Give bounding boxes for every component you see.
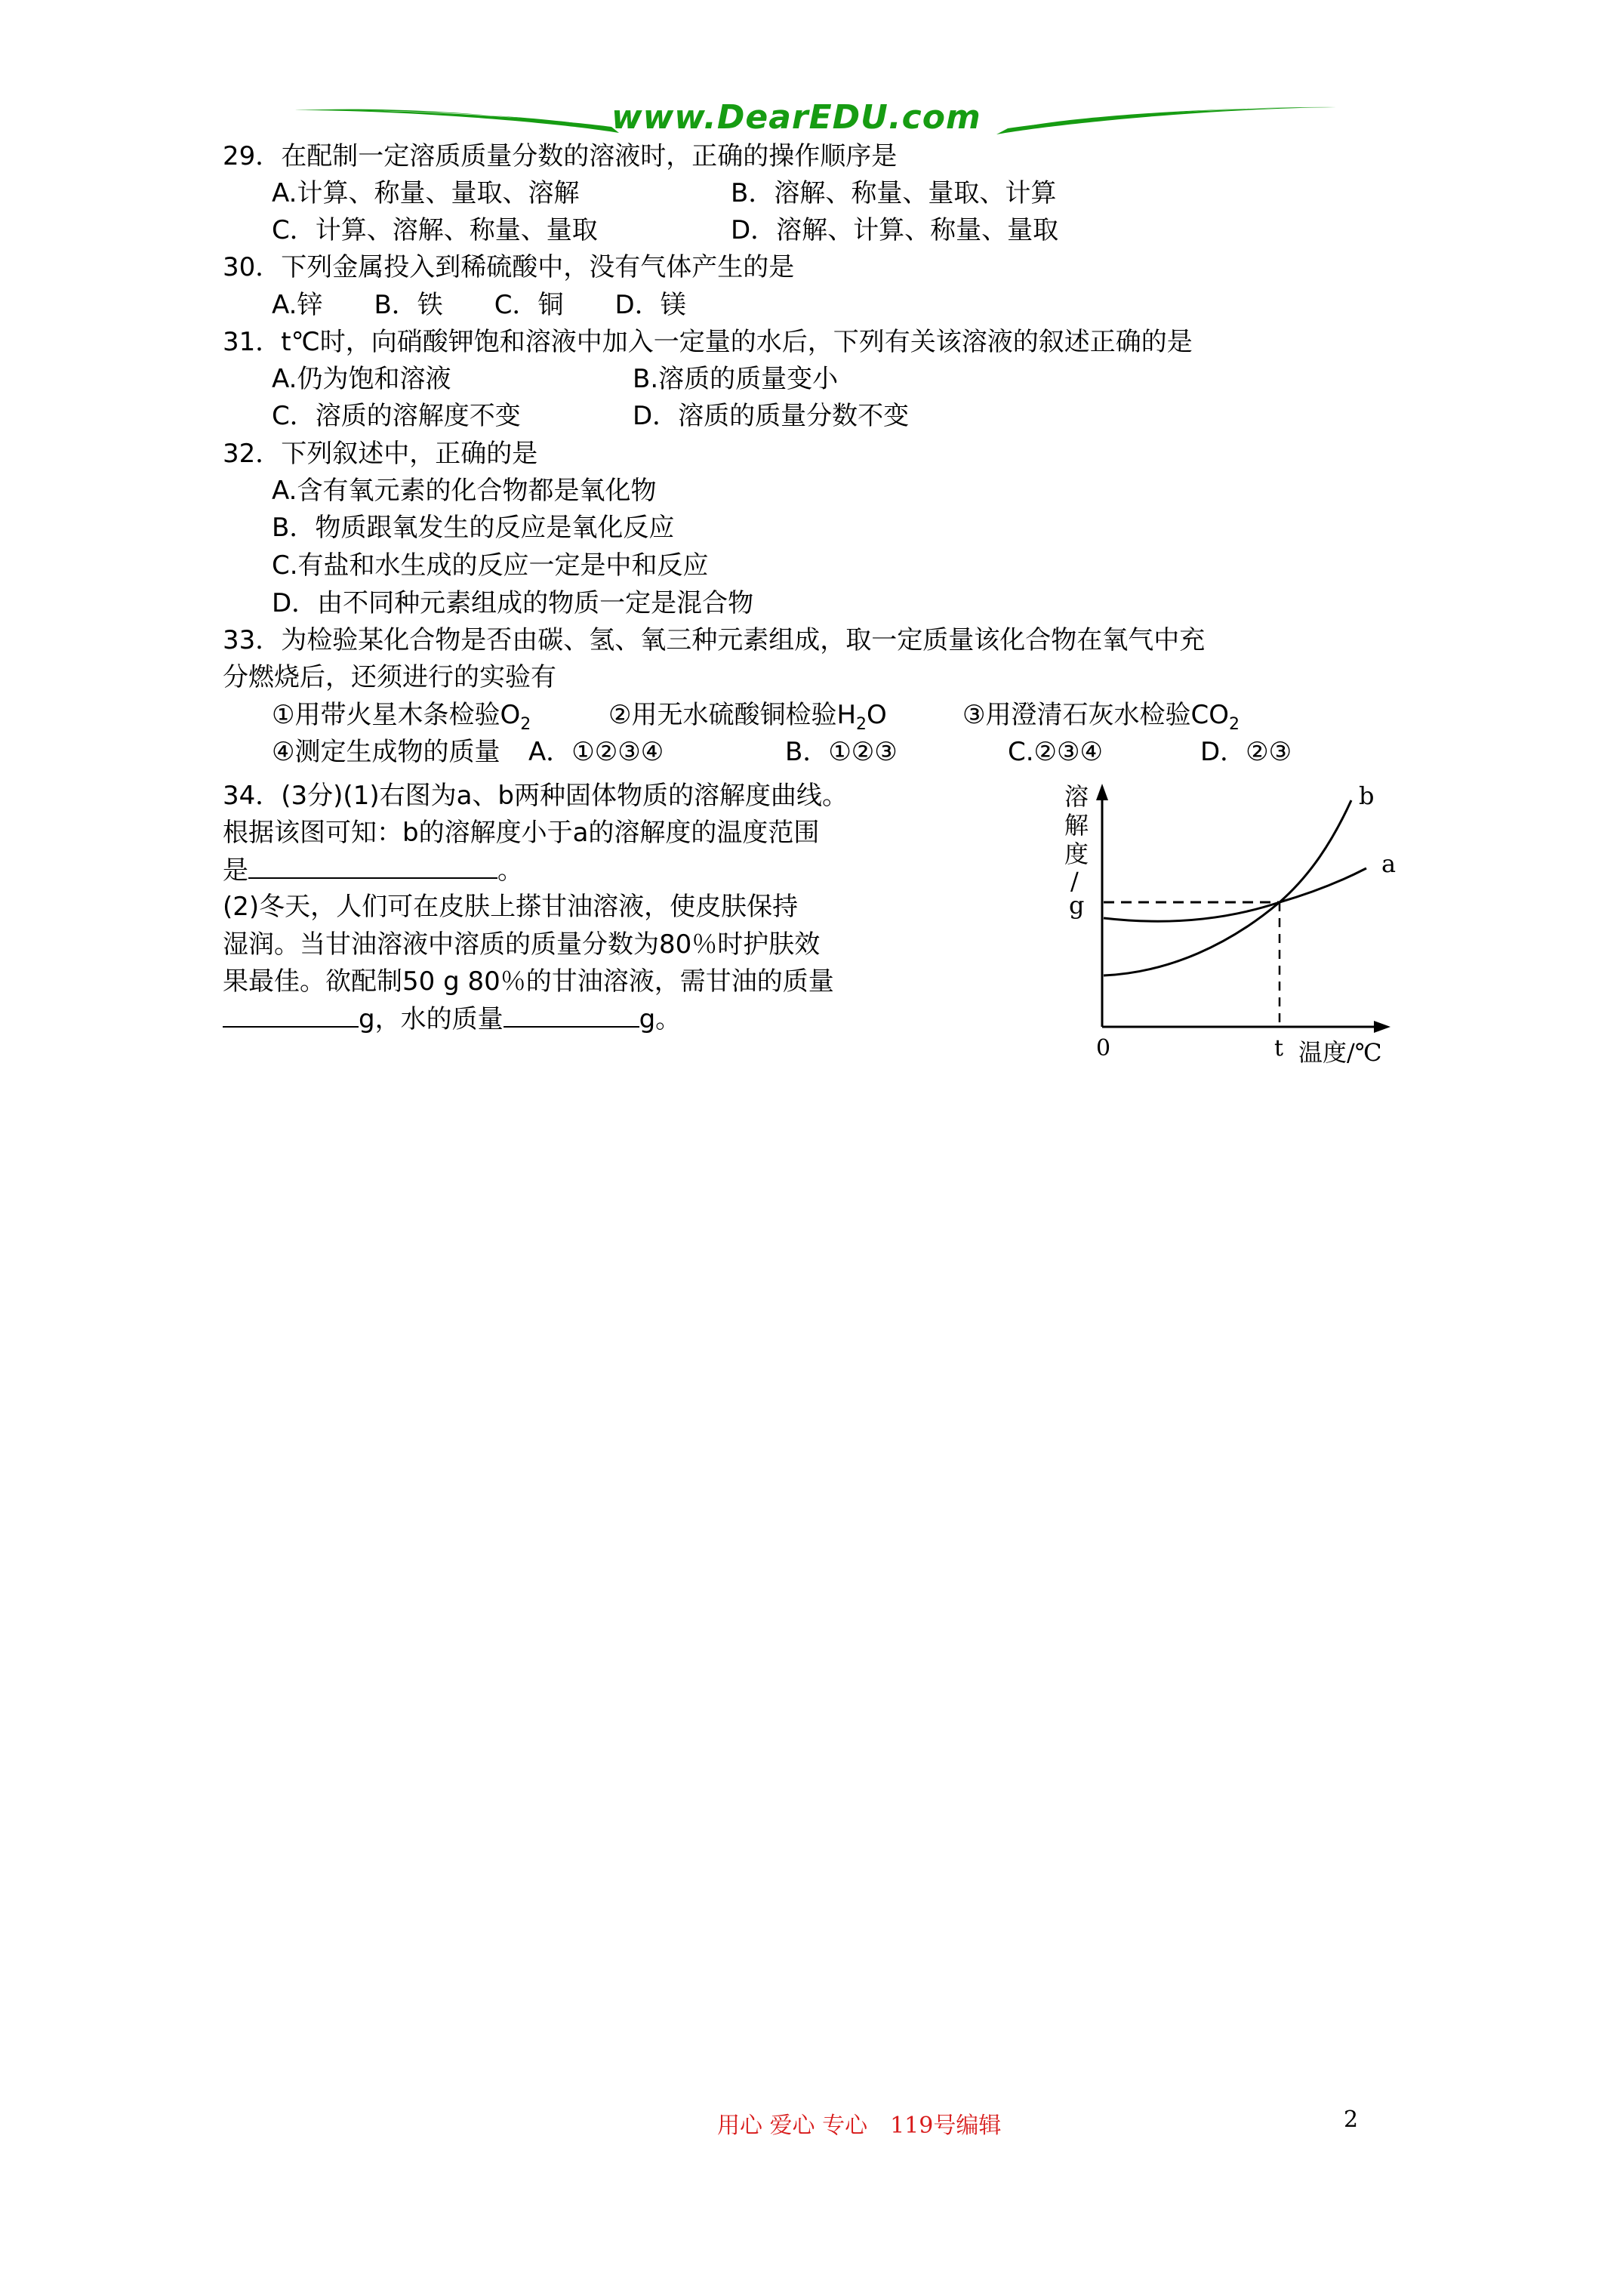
q32-option-b: B．物质跟氧发生的反应是氧化反应 — [272, 513, 675, 543]
q32-option-d: D．由不同种元素组成的物质一定是混合物 — [272, 588, 754, 618]
q33-item-2: ②用无水硫酸铜检验$H_2O$ — [608, 700, 887, 734]
curve-a-label: a — [1381, 849, 1397, 878]
curve-a-line — [1104, 868, 1366, 921]
solubility-curve-figure — [1049, 770, 1442, 1072]
q33-option-b: B．①②③ — [785, 737, 898, 767]
answer-blank-3[interactable] — [504, 1000, 639, 1028]
q31-option-d: D．溶质的质量分数不变 — [633, 401, 910, 431]
q29-option-b: B．溶解、称量、量取、计算 — [731, 178, 1057, 208]
q34-line3: 是 。 — [223, 852, 523, 889]
q30-options: A.锌 B．铁 C．铜 D．镁 — [272, 290, 686, 320]
page-number: 2 — [1344, 2106, 1359, 2133]
answer-blank-2[interactable] — [223, 1000, 359, 1028]
q31-option-a: A.仍为饱和溶液 — [272, 364, 451, 394]
q34-line7: g，水的质量 g。 — [223, 1000, 681, 1037]
q34-line1: 34．(3分)(1)右图为a、b两种固体物质的溶解度曲线。 — [223, 781, 848, 811]
q29-option-c: C．计算、溶解、称量、量取 — [272, 215, 598, 245]
q30-stem: 30．下列金属投入到稀硫酸中，没有气体产生的是 — [223, 252, 795, 282]
x-axis-label: 温度/℃ — [1298, 1038, 1382, 1067]
x-axis-arrow — [1374, 1021, 1390, 1033]
q29-option-a: A.计算、称量、量取、溶解 — [272, 178, 580, 208]
q33-item-3: ③用澄清石灰水检验$CO_2$ — [962, 700, 1240, 734]
q31-option-b: B.溶质的质量变小 — [633, 364, 839, 394]
q29-option-d: D．溶解、计算、称量、量取 — [731, 215, 1059, 245]
q34-line6: 果最佳。欲配制50 g 80％的甘油溶液，需甘油的质量 — [223, 966, 834, 997]
q33-option-c: C.②③④ — [1008, 737, 1103, 767]
y-axis-label-5: g — [1069, 891, 1085, 920]
y-axis-label-4: / — [1070, 867, 1079, 895]
q32-option-a: A.含有氧元素的化合物都是氧化物 — [272, 476, 657, 506]
y-axis-label-2: 解 — [1064, 811, 1089, 840]
q33-stem-line1: 33．为检验某化合物是否由碳、氢、氧三种元素组成，取一定质量该化合物在氧气中充 — [223, 625, 1206, 655]
q33-option-a: A．①②③④ — [528, 737, 664, 767]
footer-text: 用心 爱心 专心 119号编辑 — [717, 2113, 1002, 2139]
y-axis-label-3: 度 — [1064, 840, 1089, 868]
answer-blank-1[interactable] — [248, 852, 497, 879]
y-axis-arrow — [1096, 784, 1108, 800]
curve-b-label: b — [1359, 781, 1375, 810]
q34-line5: 湿润。当甘油溶液中溶质的质量分数为80％时护肤效 — [223, 929, 821, 960]
q31-stem: 31．t℃时，向硝酸钾饱和溶液中加入一定量的水后，下列有关该溶液的叙述正确的是 — [223, 327, 1193, 357]
q34-line2: 根据该图可知：b的溶解度小于a的溶解度的温度范围 — [223, 818, 820, 848]
x-tick-label: t — [1274, 1035, 1284, 1062]
q29-stem: 29．在配制一定溶质质量分数的溶液时，正确的操作顺序是 — [223, 141, 898, 171]
q33-option-d: D．②③ — [1200, 737, 1292, 767]
q32-option-c: C.有盐和水生成的反应一定是中和反应 — [272, 550, 709, 581]
site-logo-text: www.DearEDU.com — [611, 98, 981, 137]
q33-item-4: ④测定生成物的质量 — [272, 737, 500, 767]
y-axis-label-1: 溶 — [1064, 782, 1089, 811]
origin-label: 0 — [1096, 1035, 1111, 1062]
q31-option-c: C．溶质的溶解度不变 — [272, 401, 521, 431]
q33-item-1: ①用带火星木条检验$O_2$ — [272, 700, 531, 734]
q32-stem: 32．下列叙述中，正确的是 — [223, 439, 538, 469]
q34-line4: (2)冬天，人们可在皮肤上搽甘油溶液，使皮肤保持 — [223, 892, 799, 922]
curve-b-line — [1104, 800, 1351, 975]
q33-stem-line2: 分燃烧后，还须进行的实验有 — [223, 662, 556, 692]
